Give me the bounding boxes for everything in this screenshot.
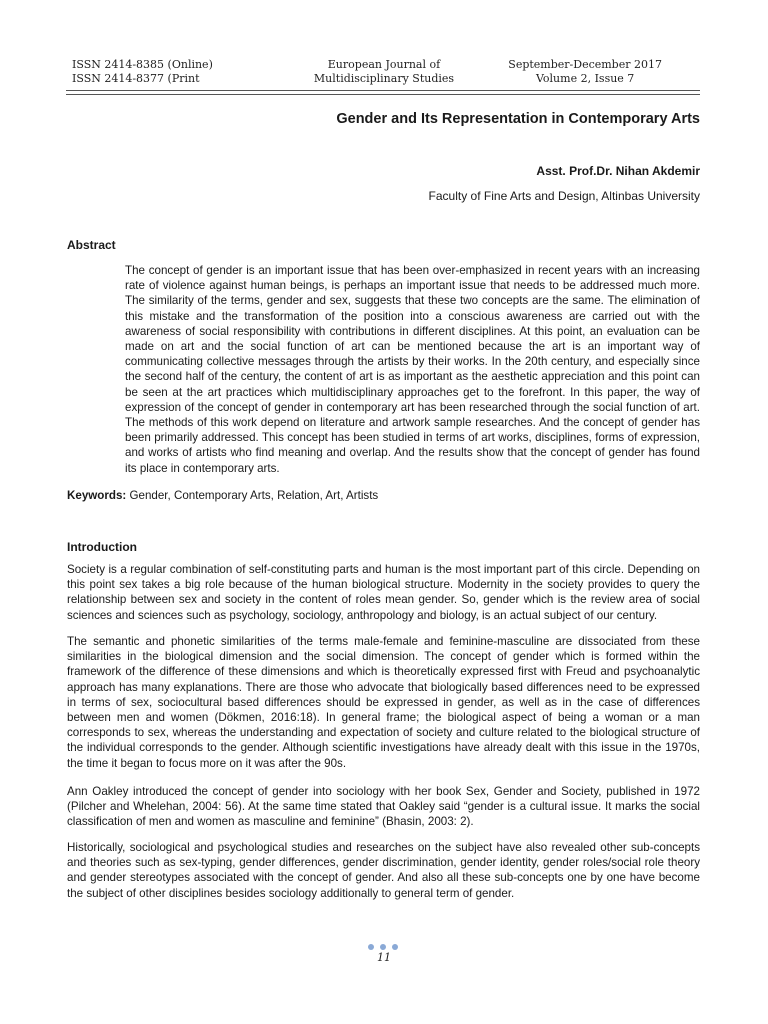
journal-name-line1: European Journal of bbox=[327, 58, 441, 71]
article-title: Gender and Its Representation in Contemporary Arts bbox=[336, 111, 700, 127]
intro-paragraph: Historically, sociological and psychological studies and researches on the subject have also revealed other sub-concepts and theories such as sex-typing, gender differences, gender discrimination, gender identity, gender roles/social role theory and gender stereotypes associated with the concept of gender. And also all these sub-concepts one by one have become the subject of other disciplines besides sociology additionally to general term of gender. bbox=[67, 841, 700, 900]
intro-paragraph: Ann Oakley introduced the concept of gender into sociology with her book Sex, Gender and Society, published in 1972 (Pilcher and Whelehan, 2004: 56). At the same time stated that Oakley said “gender is a cultural issue. It marks the social classification of men and women as masculine and feminine” (Bhasin, 2003: 2). bbox=[67, 785, 700, 829]
header-divider bbox=[66, 90, 700, 95]
article-author: Asst. Prof.Dr. Nihan Akdemir bbox=[536, 164, 700, 178]
keywords-text: Gender, Contemporary Arts, Relation, Art, Artists bbox=[126, 489, 379, 502]
issn-print: ISSN 2414-8377 (Print bbox=[72, 72, 200, 85]
ornament-dot bbox=[392, 944, 398, 950]
page-number: 11 bbox=[377, 951, 391, 964]
journal-name-line2: Multidisciplinary Studies bbox=[313, 72, 455, 85]
introduction-heading: Introduction bbox=[67, 540, 137, 554]
abstract-heading: Abstract bbox=[67, 238, 116, 252]
issue-volume: Volume 2, Issue 7 bbox=[535, 72, 635, 85]
intro-paragraph: The semantic and phonetic similarities of the terms male-female and feminine-masculine are dissociated from these similarities in the biological dimension and the social dimension. The concept of gender which is formed within the framework of the difference of these dimensions and which is theoretically expressed first with Freud and psychoanalytic approach has many explanations. There are those who advocate that biologically based differences need to be expressed in terms of sex, sociocultural based differences should be expressed in gender, as well as in the case of differences between men and women (Dökmen, 2016:18). In general frame; the biological aspect of being a woman or a man corresponds to sex, whereas the understanding and expectation of society and culture related to the biological structure of the individual corresponds to the gender. Although scientific investigations have already dealt with this issue in the 1970s, the time it began to focus more on it was after the 90s. bbox=[67, 635, 700, 770]
keywords bbox=[67, 489, 378, 502]
issue-date: September-December 2017 bbox=[508, 58, 662, 71]
header-issue bbox=[508, 58, 662, 86]
intro-paragraph: Society is a regular combination of self-constituting parts and human is the most important part of this circle. Depending on this point sex takes a big role because of the human biological structure. Modernity in the society provides to query the relationship between sex and society in the content of roles mean gender. So, gender which is the review area of social sciences and sciences such as psychology, sociology, anthropology and biology, is an actual subject of our century. bbox=[67, 563, 700, 622]
issn-online: ISSN 2414-8385 (Online) bbox=[72, 58, 213, 71]
keywords-label: Keywords: bbox=[67, 489, 127, 502]
author-affiliation: Faculty of Fine Arts and Design, Altinbas University bbox=[428, 189, 700, 203]
abstract-text: The concept of gender is an important issue that has been over-emphasized in recent years with an increasing rate of violence against human beings, is perhaps an important issue that needs to be addressed much more. The similarity of the terms, gender and sex, suggests that these two concepts are the same. The elimination of this mistake and the transformation of the position into a conscious awareness are carried out with the awareness of social responsibility with contributions in different disciplines. At this point, an evaluation can be made on art and the social function of art can be mentioned because the art is an important way of communicating collective messages through the artists by their works. In the 20th century, and especially since the second half of the century, the content of art is as important as the aesthetic appreciation and this point can be seen at the art practices which multidisciplinary approaches get to the forefront. In this paper, the way of expression of the concept of gender in contemporary art has been researched through the social function of art. The methods of this work depend on literature and artwork sample researches. And the concept of gender has been primarily addressed. This concept has been studied in terms of art works, disciplines, forms of expression, and works of artists who find meaning and overlap. And the results show that the concept of gender has found its place in contemporary arts. bbox=[125, 264, 700, 475]
ornament-dot bbox=[380, 944, 386, 950]
ornament-dot bbox=[368, 944, 374, 950]
